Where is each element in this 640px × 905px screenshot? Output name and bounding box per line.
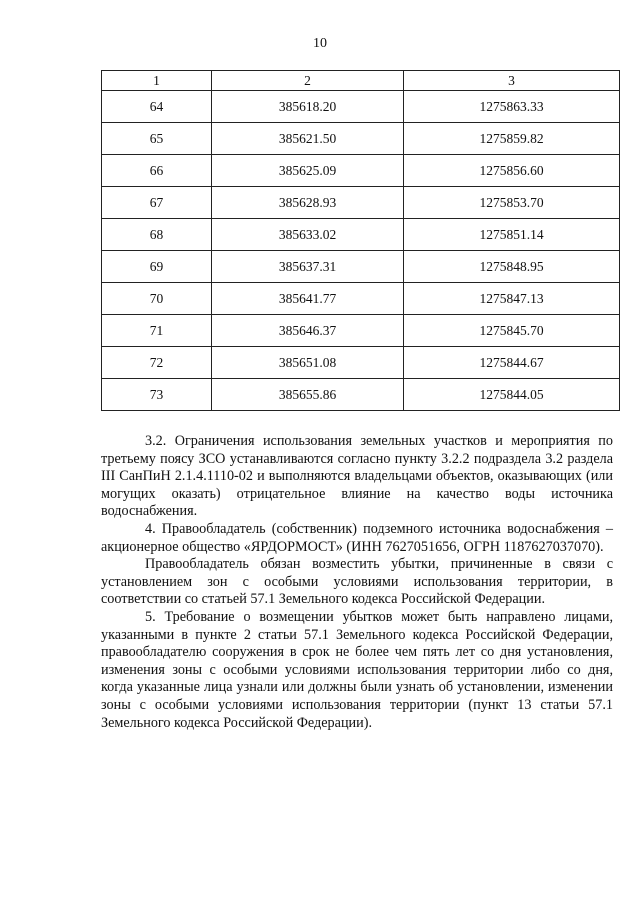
- table-row: [102, 91, 620, 123]
- table-cell-x: 385625.09: [212, 155, 404, 187]
- table-cell-x: 385633.02: [212, 219, 404, 251]
- table-cell-point: 69: [102, 251, 212, 283]
- body-text: [101, 433, 613, 732]
- table-cell-point: 67: [102, 187, 212, 219]
- table-row: [102, 123, 620, 155]
- table-cell-y: 1275848.95: [404, 251, 620, 283]
- page-number: 10: [313, 36, 327, 51]
- table-cell-y: 1275851.14: [404, 219, 620, 251]
- table-cell-y: 1275853.70: [404, 187, 620, 219]
- table-cell-point: 68: [102, 219, 212, 251]
- table-cell-point: 66: [102, 155, 212, 187]
- table-cell-y: 1275847.13: [404, 283, 620, 315]
- table-cell-point: 65: [102, 123, 212, 155]
- table-header-cell: 2: [212, 71, 404, 91]
- table-cell-point: 73: [102, 379, 212, 411]
- table-cell-x: 385618.20: [212, 91, 404, 123]
- table-cell-y: 1275856.60: [404, 155, 620, 187]
- paragraph-5: 5. Требование о возмещении убытков может быть направлено лицами, указанными в пункте 2 статьи 57.1 Земельного кодекса Российской Федерации, правообладателю сооружения в срок не более чем пять лет со дня установления, изменения зоны с особыми условиями использования территории либо со дня, когда указанные лица узнали или должны были узнать об установлении, изменении зоны с особыми условиями использования территории (пункт 13 статьи 57.1 Земельного кодекса Российской Федерации).: [101, 608, 613, 731]
- paragraph-3-2: 3.2. Ограничения использования земельных участков и мероприятия по третьему поясу ЗСО устанавливаются согласно пункту 3.2.2 подраздела 3.2 раздела III СанПиН 2.1.4.1110-02 и выполняются владельцами объектов, оказывающих (или могущих оказать) отрицательное влияние на качество воды источника водоснабжения.: [101, 433, 613, 520]
- table-cell-x: 385637.31: [212, 251, 404, 283]
- table-cell-y: 1275844.05: [404, 379, 620, 411]
- table-cell-y: 1275863.33: [404, 91, 620, 123]
- table-row: [102, 379, 620, 411]
- table-cell-x: 385646.37: [212, 315, 404, 347]
- table-row: [102, 251, 620, 283]
- table-cell-y: 1275859.82: [404, 123, 620, 155]
- table-cell-point: 71: [102, 315, 212, 347]
- table-header-cell: 1: [102, 71, 212, 91]
- table-cell-x: 385628.93: [212, 187, 404, 219]
- table-row: [102, 283, 620, 315]
- table-cell-y: 1275844.67: [404, 347, 620, 379]
- table-cell-x: 385641.77: [212, 283, 404, 315]
- table-header-row: [102, 71, 620, 91]
- table-header-cell: 3: [404, 71, 620, 91]
- table-cell-x: 385621.50: [212, 123, 404, 155]
- table-cell-y: 1275845.70: [404, 315, 620, 347]
- table-cell-x: 385651.08: [212, 347, 404, 379]
- table-cell-point: 64: [102, 91, 212, 123]
- paragraph-4: 4. Правообладатель (собственник) подземного источника водоснабжения – акционерное общество «ЯРДОРМОСТ» (ИНН 7627051656, ОГРН 1187627037070).: [101, 520, 613, 555]
- table-row: [102, 347, 620, 379]
- table-row: [102, 155, 620, 187]
- paragraph-compensation: Правообладатель обязан возместить убытки, причиненные в связи с установлением зон с особыми условиями использования территории, в соответствии со статьей 57.1 Земельного кодекса Российской Федерации.: [101, 556, 613, 608]
- table-cell-point: 70: [102, 283, 212, 315]
- table-cell-point: 72: [102, 347, 212, 379]
- coordinates-table: [101, 70, 620, 411]
- table-row: [102, 315, 620, 347]
- table-row: [102, 187, 620, 219]
- table-cell-x: 385655.86: [212, 379, 404, 411]
- table-row: [102, 219, 620, 251]
